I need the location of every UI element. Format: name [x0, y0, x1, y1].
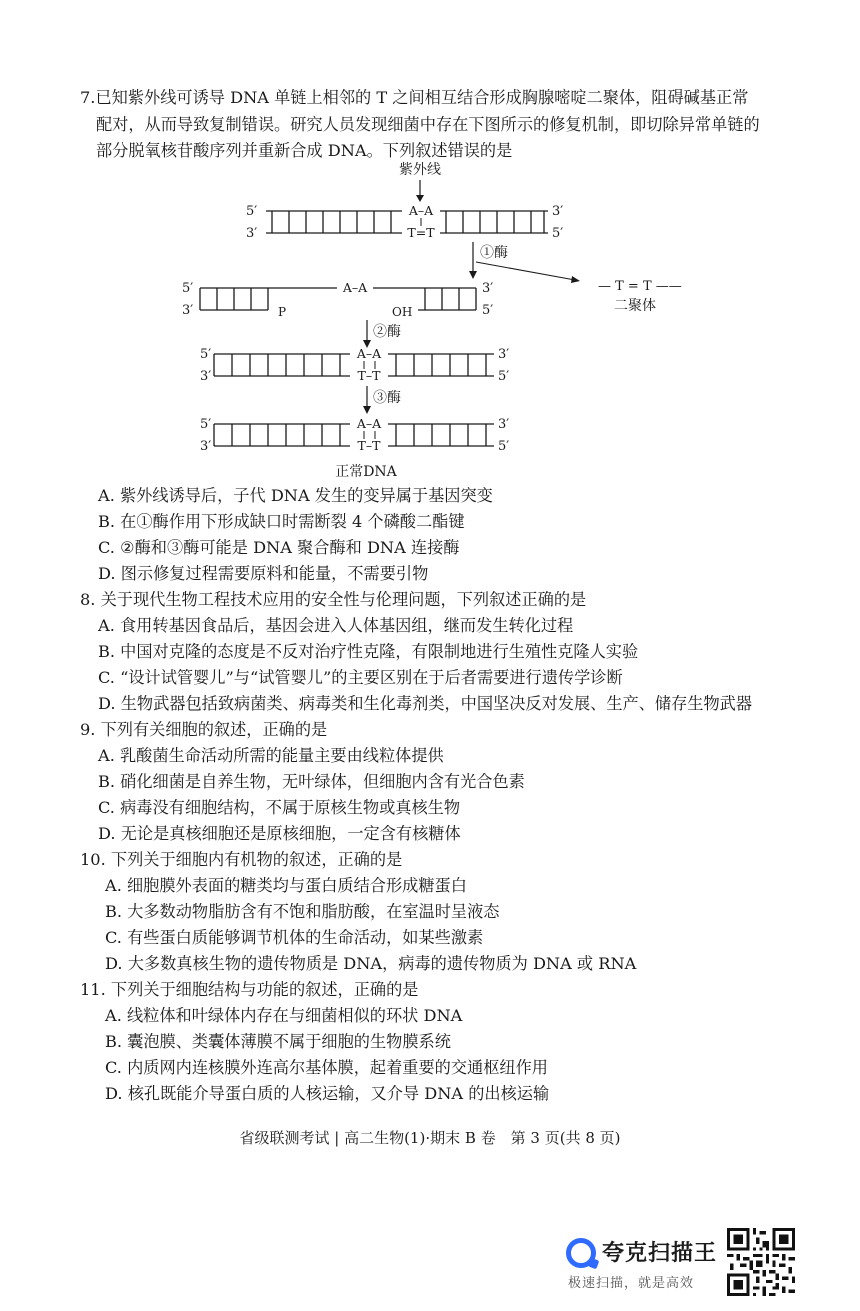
q10-option-d: D. 大多数真核生物的遗传物质是 DNA，病毒的遗传物质为 DNA 或 RNA [105, 954, 637, 973]
svg-text:3′: 3′ [498, 417, 510, 432]
q8-option-c: C. “设计试管婴儿”与“试管婴儿”的主要区别在于后者需要进行遗传学诊断 [98, 668, 623, 687]
svg-text:3′: 3′ [200, 439, 212, 454]
q7-option-d: D. 图示修复过程需要原料和能量，不需要引物 [98, 564, 429, 583]
oh-label: OH [392, 305, 413, 319]
q8-stem: 8. 关于现代生物工程技术应用的安全性与伦理问题，下列叙述正确的是 [80, 590, 587, 609]
q9-stem: 9. 下列有关细胞的叙述，正确的是 [80, 720, 328, 739]
q9-option-c: C. 病毒没有细胞结构，不属于原核生物或真核生物 [98, 798, 461, 817]
q8-option-a: A. 食用转基因食品后，基因会进入人体基因组，继而发生转化过程 [98, 616, 574, 635]
q8-option-d: D. 生物武器包括致病菌类、病毒类和生化毒剂类，中国坚决反对发展、生产、储存生物武器 [98, 694, 753, 713]
row1-5prime: 5′ [246, 204, 258, 219]
q7-stem-line1: 7.已知紫外线可诱导 DNA 单链上相邻的 T 之间相互结合形成胸腺嘧啶二聚体，阻碍碱基正常 [80, 88, 749, 107]
q9-option-d: D. 无论是真核细胞还是原核细胞，一定含有核糖体 [98, 824, 461, 843]
svg-text:5′: 5′ [482, 303, 494, 318]
uv-label: 紫外线 [399, 162, 441, 178]
svg-text:5′: 5′ [200, 347, 212, 362]
p-label: P [278, 305, 287, 319]
dna-damaged [246, 203, 563, 241]
q10-option-a: A. 细胞膜外表面的糖类均与蛋白质结合形成糖蛋白 [105, 876, 467, 895]
scanner-app-name: 夸克扫描王 [602, 1241, 718, 1266]
svg-text:3′: 3′ [200, 369, 212, 384]
q10-option-c: C. 有些蛋白质能够调节机体的生命活动，如某些激素 [105, 928, 484, 947]
row1-aa: A–A [408, 203, 434, 218]
row1-5prime-right: 5′ [552, 226, 564, 241]
dimer-fragment: — T = T —— [598, 279, 682, 294]
row1-3prime-right: 3′ [552, 204, 564, 219]
q11-option-b: B. 囊泡膜、类囊体薄膜不属于细胞的生物膜系统 [105, 1032, 451, 1051]
svg-text:T–T: T–T [357, 438, 381, 453]
q7-stem-line2: 配对，从而导致复制错误。研究人员发现细菌中存在下图所示的修复机制，即切除异常单链的 [96, 115, 760, 134]
excision-arrow [476, 262, 575, 280]
svg-text:3′: 3′ [498, 347, 510, 362]
q10-option-b: B. 大多数动物脂肪含有不饱和脂肪酸，在室温时呈液态 [105, 902, 500, 921]
uv-arrowhead [416, 195, 424, 202]
dna-gapped [182, 280, 493, 319]
q8-option-b: B. 中国对克隆的态度是不反对治疗性克隆，有限制地进行生殖性克隆人实验 [98, 642, 639, 661]
page-footer: 省级联测考试 | 高二生物(1)·期末 B 卷 第 3 页(共 8 页) [239, 1129, 621, 1147]
svg-text:A–A: A–A [356, 346, 382, 361]
q7-option-b: B. 在①酶作用下形成缺口时需断裂 4 个磷酸二酯键 [98, 512, 465, 531]
q10-stem: 10. 下列关于细胞内有机物的叙述，正确的是 [80, 850, 403, 869]
q11-option-c: C. 内质网内连核膜外连高尔基体膜，起着重要的交通枢纽作用 [105, 1058, 548, 1077]
row1-3prime-left: 3′ [246, 226, 258, 241]
quark-logo-icon [566, 1238, 596, 1268]
dna-repair-diagram [0, 160, 860, 490]
svg-text:3′: 3′ [182, 303, 194, 318]
qr-code-icon [727, 1228, 795, 1296]
svg-text:5′: 5′ [498, 369, 510, 384]
q9-option-a: A. 乳酸菌生命活动所需的能量主要由线粒体提供 [98, 746, 444, 765]
svg-text:5′: 5′ [498, 439, 510, 454]
svg-text:3′: 3′ [482, 281, 494, 296]
q11-stem: 11. 下列关于细胞结构与功能的叙述，正确的是 [80, 980, 419, 999]
dna-filled [200, 346, 509, 384]
enzyme2-label: ②酶 [373, 324, 401, 340]
q7-option-a: A. 紫外线诱导后，子代 DNA 发生的变异属于基因突变 [98, 486, 493, 505]
dna-normal [200, 416, 509, 454]
enzyme1-label: ①酶 [480, 245, 508, 261]
svg-text:A–A: A–A [342, 280, 368, 295]
row1-tt-dimer: T=T [407, 225, 435, 240]
svg-text:5′: 5′ [200, 417, 212, 432]
normal-dna-label: 正常DNA [335, 464, 397, 480]
svg-text:T–T: T–T [357, 368, 381, 383]
dimer-label: 二聚体 [614, 298, 656, 314]
q9-option-b: B. 硝化细菌是自养生物，无叶绿体，但细胞内含有光合色素 [98, 772, 525, 791]
enzyme3-label: ③酶 [373, 390, 401, 406]
q7-option-c: C. ②酶和③酶可能是 DNA 聚合酶和 DNA 连接酶 [98, 538, 460, 557]
q11-option-a: A. 线粒体和叶绿体内存在与细菌相似的环状 DNA [105, 1006, 463, 1025]
svg-text:5′: 5′ [182, 281, 194, 296]
svg-text:A–A: A–A [356, 416, 382, 431]
q11-option-d: D. 核孔既能介导蛋白质的人核运输，又介导 DNA 的出核运输 [105, 1084, 550, 1103]
scanner-slogan: 极速扫描，就是高效 [568, 1276, 695, 1291]
q7-stem-line3: 部分脱氧核苷酸序列并重新合成 DNA。下列叙述错误的是 [96, 141, 513, 160]
